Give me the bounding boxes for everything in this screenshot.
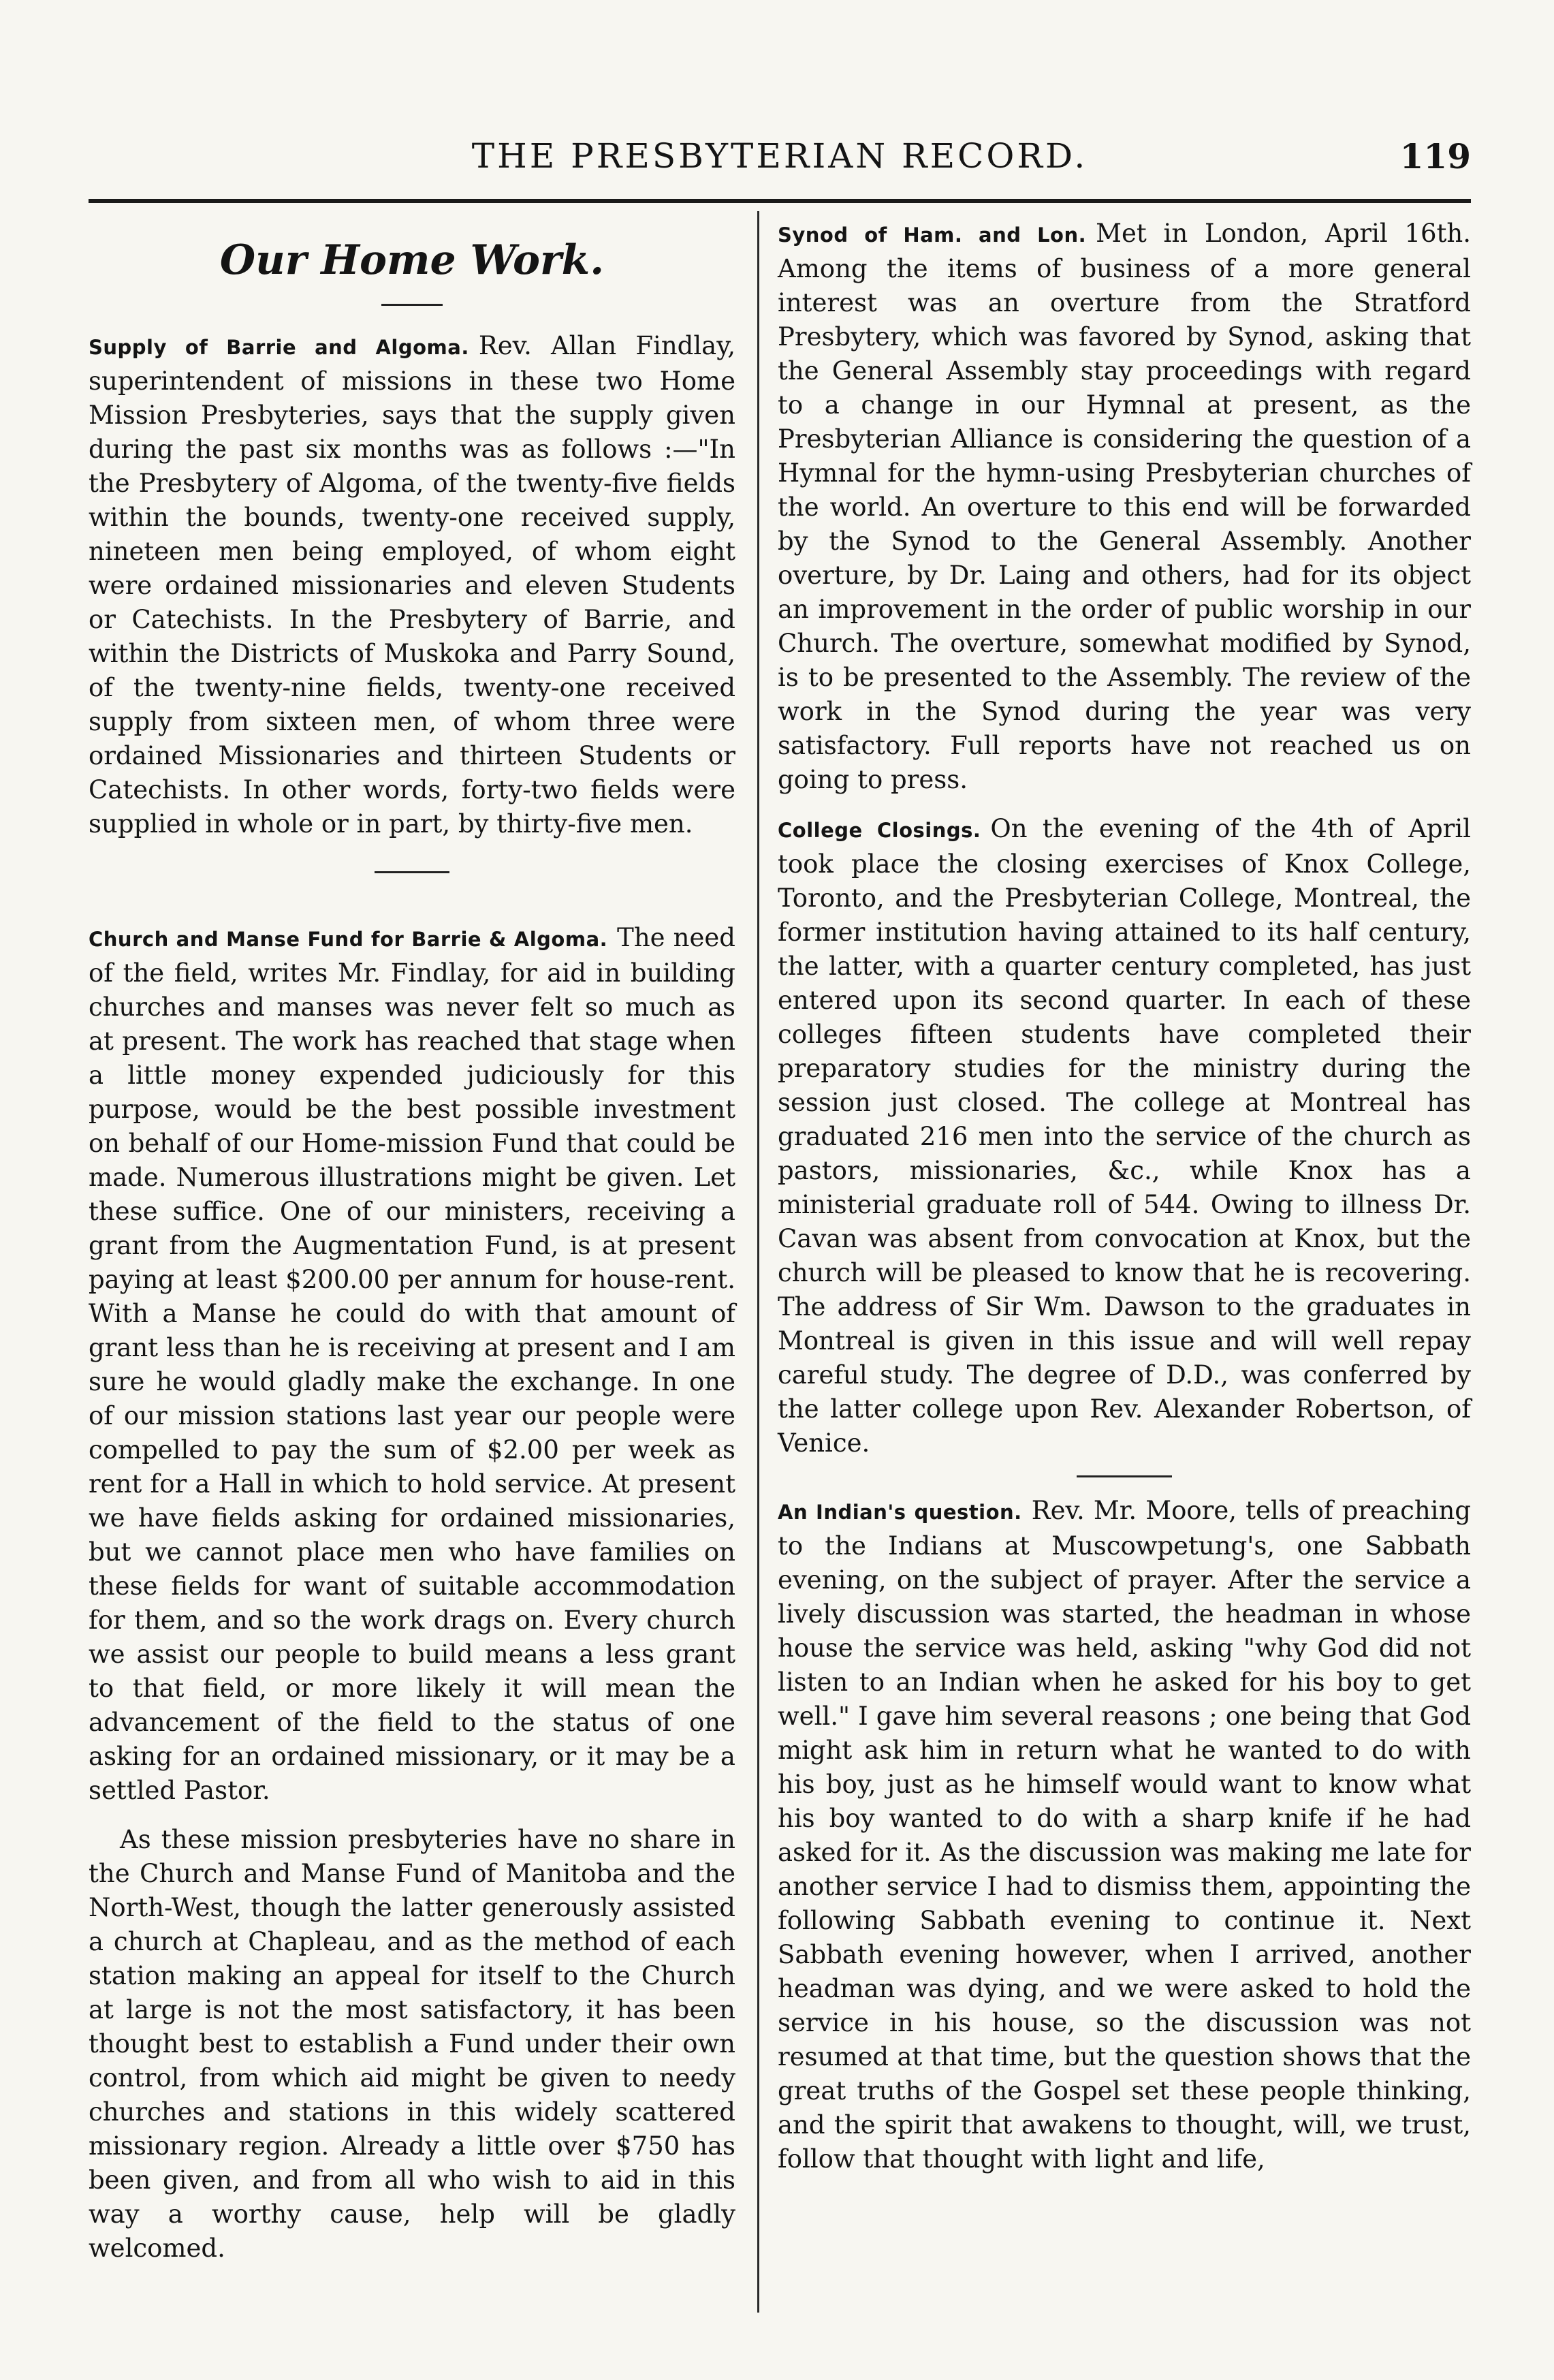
right-column — [778, 217, 1471, 2191]
article-heading-indian: An Indian's question. — [778, 1501, 1022, 1524]
article-body-church-fund: The need of the field, writes Mr. Findlay, for aid in building churches and manses was never felt so much as at present. The work has reached that stage when a little money expended judiciously for this purpose, would be the best possible investment on behalf of our Home-mission Fund that could be made. Numerous illustrations might be given. Let these suffice. One of our ministers, receiving a grant from the Augmentation Fund, is at present paying at least $200.00 per annum for house-rent. With a Manse he could do with that amount of grant less than he is receiving at present and I am sure he would gladly make the exchange. In one of our mission stations last year our people were compelled to pay the sum of $2.00 per week as rent for a Hall in which to hold service. At present we have fields asking for ordained missionaries, but we cannot place men who have families on these fields for want of suitable accommodation for them, and so the work drags on. Every church we assist our people to build means a less grant to that field, or more likely it will mean the advancement of the field to the status of one asking for an ordained missionary, or it may be a settled Pastor. — [89, 923, 735, 1805]
title-rule — [381, 304, 443, 306]
header-rule — [89, 199, 1471, 203]
article-heading-supply: Supply of Barrie and Algoma. — [89, 336, 469, 359]
article-synod — [778, 217, 1471, 797]
article-body-indian: Rev. Mr. Moore, tells of preaching to the Indians at Muscowpetung's, one Sabbath evening, on the subject of prayer. After the service a lively discussion was started, the headman in whose house the service was held, asking "why God did not listen to an Indian when he asked for his boy to get well." I gave him several reasons ; one being that God might ask him in return what he wanted to do with his boy, just as he himself would want to know what his boy wanted to do with a sharp knife if he had asked for it. As the discussion was making me late for another service I had to dismiss them, appointing the following Sabbath evening to continue it. Next Sabbath evening however, when I arrived, another headman was dying, and we were asked to hold the service in his house, so the discussion was not resumed at that time, but the question shows that the great truths of the Gospel set these people thinking, and the spirit that awakens to thought, will, we trust, follow that thought with light and life, — [778, 1496, 1471, 2174]
article-heading-college: College Closings. — [778, 819, 981, 842]
page-number: 119 — [1399, 136, 1471, 176]
left-column — [89, 217, 735, 2281]
publication-title: THE PRESBYTERIAN RECORD. — [471, 136, 1088, 176]
article-rule — [1077, 1475, 1172, 1477]
article-indian — [778, 1494, 1471, 2176]
article-body-college: On the evening of the 4th of April took place the closing exercises of Knox College, Toronto, and the Presbyterian College, Montreal, the former institution having attained to its half century, the latter, with a quarter century completed, has just entered upon its second quarter. In each of these colleges fifteen students have completed their preparatory studies for the ministry during the session just closed. The college at Montreal has graduated 216 men into the service of the church as pastors, missionaries, &c., while Knox has a ministerial graduate roll of 544. Owing to illness Dr. Cavan was absent from convocation at Knox, but the church will be pleased to know that he is recovering. The address of Sir Wm. Dawson to the graduates in Montreal is given in this issue and will well repay careful study. The degree of D.D., was conferred by the latter college upon Rev. Alexander Robertson, of Venice. — [778, 814, 1472, 1458]
article-college — [778, 812, 1471, 1460]
article-church-fund — [89, 921, 735, 1808]
article-heading-church-fund: Church and Manse Fund for Barrie & Algoma. — [89, 928, 608, 951]
article-supply — [89, 329, 735, 841]
column-divider — [757, 211, 759, 2313]
article-heading-synod: Synod of Ham. and Lon. — [778, 223, 1087, 247]
article-body-supply: Rev. Allan Findlay, superintendent of missions in these two Home Mission Presbyteries, says that the supply given during the past six months was as follows :—"In the Presbytery of Algoma, of the twenty-five fields within the bounds, twenty-one received supply, nineteen men being employed, of whom eight were ordained missionaries and eleven Students or Catechists. In the Presbytery of Barrie, and within the Districts of Muskoka and Parry Sound, of the twenty-nine fields, twenty-one received supply from sixteen men, of whom three were ordained Missionaries and thirteen Students or Catechists. In other words, forty-two fields were supplied in whole or in part, by thirty-five men. — [89, 331, 735, 839]
article-rule — [375, 871, 449, 873]
article-body-synod: Met in London, April 16th. Among the items of business of a more general interest was an overture from the Stratford Presbytery, which was favored by Synod, asking that the General Assembly stay proceedings with regard to a change in our Hymnal at present, as the Presbyterian Alliance is considering the question of a Hymnal for the hymn-using Presbyterian churches of the world. An overture to this end will be forwarded by the Synod to the General Assembly. Another overture, by Dr. Laing and others, had for its object an improvement in the order of public worship in our Church. The overture, somewhat modified by Synod, is to be presented to the Assembly. The review of the work in the Synod during the year was very satisfactory. Full reports have not reached us on going to press. — [778, 219, 1472, 794]
section-title: Our Home Work. — [219, 236, 605, 284]
article-church-fund-para2: As these mission presbyteries have no share in the Church and Manse Fund of Manitoba and the North-West, though the latter generously assisted a church at Chapleau, and as the method of each station making an appeal for itself to the Church at large is not the most satisfactory, it has been thought best to establish a Fund under their own control, from which aid might be given to needy churches and stations in this widely scattered missionary region. Already a little over $750 has been given, and from all who wish to aid in this way a worthy cause, help will be gladly welcomed. — [89, 1825, 735, 2263]
running-header — [89, 136, 1471, 191]
